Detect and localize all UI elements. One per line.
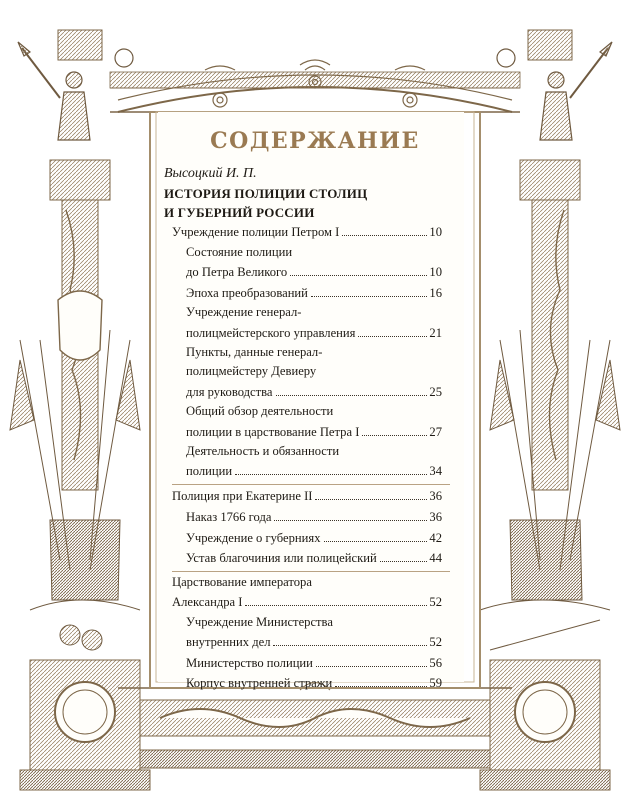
toc-page-number: 52 [429,595,442,610]
book-title-line: И ГУБЕРНИЙ РОССИИ [164,205,315,220]
toc-page-number: 34 [429,464,442,479]
toc-entry[interactable] [186,548,442,566]
dot-leader [324,541,428,542]
toc-page-number: 21 [429,325,442,340]
toc-entry-title: Пункты, данные генерал- [186,345,323,360]
section-divider [172,571,450,572]
toc-page-number: 52 [429,635,442,649]
dot-leader [362,435,427,436]
toc-entry[interactable] [186,528,442,546]
toc-entry[interactable] [186,653,442,671]
toc-entry-title: полицмейстерского управления [186,325,356,340]
section-divider [172,484,450,485]
toc-page-number: 36 [429,509,442,524]
toc-entry-title: Состояние полиции [186,244,293,259]
dot-leader [273,645,427,646]
toc-entry-title: Учреждение Министерства [186,614,333,629]
dot-leader [358,336,427,337]
toc-entry[interactable] [172,592,442,610]
toc-entry[interactable] [172,222,442,240]
dot-leader [316,666,427,667]
author-name: Высоцкий И. П. [164,166,257,181]
toc-page-number: 27 [429,424,442,439]
dot-leader [235,474,427,475]
dot-leader [315,499,427,500]
toc-page-number: 10 [429,225,442,239]
book-title [164,184,367,222]
dot-leader [311,296,427,297]
toc-entry[interactable] [186,262,442,280]
toc-entry-title: Учреждение генерал- [186,305,302,320]
toc-entry[interactable] [186,323,442,341]
toc-entry-title: Учреждение полиции Петром I [172,225,340,239]
toc-entry[interactable] [186,632,442,650]
toc-page-number: 56 [429,655,442,670]
toc-page-number: 42 [429,530,442,545]
toc-entry-title: полиции в царствование Петра I [186,424,360,439]
dot-leader [274,520,427,521]
toc-page-number: 10 [429,264,442,279]
dot-leader [380,561,428,562]
toc-page-number: 25 [429,384,442,399]
toc-page-number: 59 [429,676,442,691]
toc-page-number: 36 [429,489,442,504]
toc-entry-title: до Петра Великого [186,264,288,279]
toc-entry[interactable] [186,673,442,691]
toc-entry-title: Наказ 1766 года [186,509,272,524]
page-title: СОДЕРЖАНИЕ [210,128,420,154]
book-title-line: ИСТОРИЯ ПОЛИЦИИ СТОЛИЦ [164,186,368,201]
toc-page-number: 16 [429,285,442,300]
toc-page-number: 44 [429,551,442,566]
dot-leader [276,395,428,396]
toc-entry[interactable] [186,461,442,479]
dot-leader [342,235,427,236]
toc-entry-title: Учреждение о губерниях [186,530,321,545]
toc-entry-title: внутренних дел [186,635,271,649]
toc-entry-title: Александра I [172,595,243,610]
toc-entry[interactable] [172,486,442,504]
toc-entry[interactable] [186,382,442,400]
dot-leader [245,605,427,606]
toc-entry[interactable] [186,283,442,301]
toc-entry-title: Корпус внутренней стражи [186,676,333,691]
toc-entry[interactable] [186,422,442,440]
toc-entry[interactable] [186,507,442,525]
dot-leader [290,275,427,276]
toc-entry-title: полиции [186,464,233,479]
top-arch [110,72,520,112]
toc-entry-title: Министерство полиции [186,655,313,670]
toc-entry-title: Деятельность и обязанности [186,444,340,459]
toc-entry-title: Устав благочиния или полицейский [186,551,377,566]
toc-entry-title: полицмейстеру Девиеру [186,364,317,379]
dot-leader [335,686,427,687]
toc-entry-title: Полиция при Екатерине II [172,489,313,504]
toc-entry-title: Царствование императора [172,574,312,589]
bottom-band [118,683,512,769]
toc-entry-title: Общий обзор деятельности [186,404,334,419]
toc-entry-title: Эпоха преобразований [186,285,308,300]
toc-entry-title: для руководства [186,384,273,399]
